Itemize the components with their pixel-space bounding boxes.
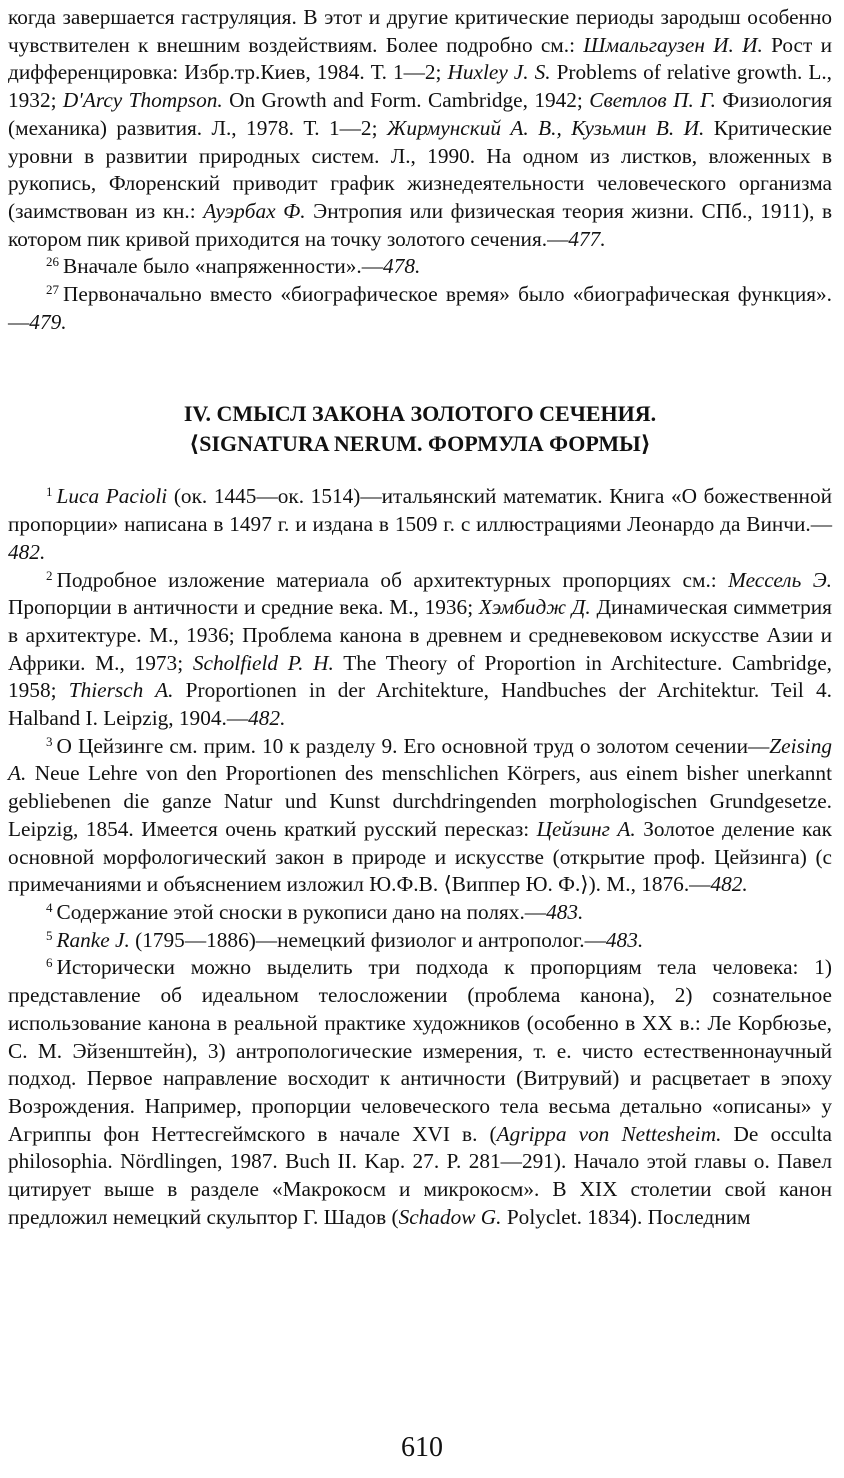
text-run: Исторически можно выделить три подхода к пропорциям тела человека: 1) представление об идеальном телосложении (проблема канона), 2) сознательное использование канона в реальной практике художников (особенно в XX в.: Ле Корбюзье, С. М. Эйзенштейн), 3) антропологические измерения, т. е. чисто естественнонаучный подход. Первое направление восходит к античности (Витрувий) и расцветает в эпоху Возрождения. Например, пропорции человеческого тела весьма детально «описаны» у Агриппы фон Неттесгеймского в начале XVI в. (: [8, 955, 832, 1146]
footnote-3: [8, 733, 832, 899]
text-run: Neue Lehre von den Proportionen des menschlichen Körpers, aus einem bisher unerkannt gebliebenen die ganze Natur und Kunst durchdringenden morphologischen Grundgesetze. Leipzig, 1854. Имеется очень краткий русский пересказ:: [8, 761, 832, 841]
italic-text-run: Ranke J.: [56, 927, 130, 952]
page-number: 610: [401, 1432, 443, 1463]
text-run: The Theory of Proportion in Architecture. Cambridge, 1958;: [8, 650, 832, 703]
footnote-27: [8, 281, 832, 336]
footnote-number: 6: [46, 955, 53, 971]
footnote-5: [8, 927, 832, 955]
footnote-4: [8, 899, 832, 927]
text-run: (ок. 1445—ок. 1514)—итальянский математик. Книга «О божественной пропорции» написана в 1497 г. и издана в 1509 г. с иллюстрациями Леонардо да Винчи.—: [8, 484, 832, 537]
footnote-number: 26: [46, 254, 59, 270]
italic-text-run: Agrippa von Nettesheim.: [496, 1121, 722, 1146]
italic-text-run: Мессель Э.: [728, 567, 832, 592]
italic-text-run: D'Arcy Thompson.: [62, 88, 223, 113]
text-run: De occulta philosophia. Nördlingen, 1987. Buch II. Kap. 27. P. 281—291). Начало этой главы о. Павел цитирует выше в разделе «Макрокосм и микрокосм». В XIX столетии свой канон предложил немецкий скульптор Г. Шадов (: [8, 1121, 832, 1229]
italic-text-run: Шмальгаузен И. И.: [583, 32, 763, 57]
footnote-number: 1: [46, 484, 53, 500]
italic-text-run: Хэмбидж Д.: [478, 595, 591, 620]
italic-text-run: Luca Pacioli: [56, 484, 168, 509]
italic-text-run: 482.: [248, 706, 286, 731]
footnote-2: [8, 567, 832, 733]
text-run: Подробное изложение материала об архитектурных пропорциях см.:: [56, 567, 729, 592]
text-run: Содержание этой сноски в рукописи дано на полях.—: [56, 899, 547, 924]
italic-text-run: Scholfield P. H.: [192, 650, 334, 675]
text-run: Polyclet. 1834). Последним: [501, 1204, 751, 1229]
footnote-number: 4: [46, 899, 53, 915]
italic-text-run: Zeising A.: [8, 733, 832, 786]
text-run: Proportionen in der Architekture, Handbuches der Architektur. Teil 4. Halband I. Leipzig, 1904.—: [8, 678, 832, 731]
italic-text-run: Жирмунский А. В., Кузьмин В. И.: [386, 115, 705, 140]
italic-text-run: Светлов П. Г.: [589, 88, 716, 113]
italic-text-run: Thiersch A.: [68, 678, 174, 703]
italic-text-run: 478.: [383, 254, 421, 279]
text-run: Золотое деление как основной морфологический закон в природе и искусстве (открытие проф. Цейзинга) (с примечаниями и объяснением изложил Ю.Ф.В. ⟨Виппер Ю. Ф.⟩). М., 1876.—: [8, 816, 832, 897]
text-run: когда завершается гаструляция. В этот и другие критические периоды зародыш особенно чувствителен к внешним воздействиям. Более подробно см.:: [8, 5, 832, 57]
text-run: Пропорции в античности и средние века. М., 1936;: [8, 595, 479, 620]
italic-text-run: 477.: [568, 226, 606, 251]
footnote-1: [8, 483, 832, 566]
footnote-6: [8, 954, 832, 1231]
footnote-number: 27: [46, 282, 59, 298]
footnote-number: 5: [46, 927, 53, 943]
text-run: Критические уровни в развитии природных систем. Л., 1990. На одном из листков, вложенных в рукопись, Флоренский приводит график жизнедеятельности человеческого организма (заимствован из кн.:: [8, 115, 833, 223]
footnote-continuation: [8, 4, 832, 253]
italic-text-run: Huxley J. S.: [447, 60, 551, 85]
text-run: Энтропия или физическая теория жизни. СПб., 1911), в котором пик кривой приходится на точку золотого сечения.—: [8, 198, 832, 251]
italic-text-run: 482.: [8, 539, 46, 564]
text-run: Физиология (механика) развития. Л., 1978. Т. 1—2;: [8, 88, 832, 140]
text-run: О Цейзинге см. прим. 10 к разделу 9. Его основной труд о золотом сечении—: [56, 733, 770, 758]
footnote-number: 2: [46, 567, 53, 583]
section-heading-line-1: IV. СМЫСЛ ЗАКОНА ЗОЛОТОГО СЕЧЕНИЯ.: [183, 401, 657, 427]
italic-text-run: Ауэрбах Ф.: [203, 198, 306, 223]
text-run: On Growth and Form. Cambridge, 1942;: [222, 88, 590, 113]
text-run: Динамическая симметрия в архитектуре. М., 1936; Проблема канона в древнем и средневековом искусстве Азии и Африки. М., 1973;: [8, 595, 832, 675]
italic-text-run: Цейзинг А.: [536, 816, 636, 841]
section-heading: [8, 399, 832, 459]
italic-text-run: 483.: [546, 899, 584, 924]
text-run: (1795—1886)—немецкий физиолог и антрополог.—: [129, 927, 606, 952]
italic-text-run: Schadow G.: [398, 1204, 502, 1229]
footnote-26: [8, 253, 832, 281]
section-heading-line-2: ⟨SIGNATURA NERUM. ФОРМУЛА ФОРМЫ⟩: [189, 431, 651, 457]
text-run: Вначале было «напряженности».—: [63, 254, 384, 279]
italic-text-run: 483.: [605, 927, 644, 952]
text-run: Рост и дифференцировка: Избр.тр.Киев, 1984. Т. 1—2;: [8, 32, 832, 85]
text-run: Problems of relative growth. L., 1932;: [8, 60, 833, 113]
text-run: Первоначально вместо «биографическое время» было «биографическая функция».—: [8, 282, 832, 334]
italic-text-run: 482.: [710, 872, 748, 897]
footnote-number: 3: [46, 733, 53, 749]
italic-text-run: 479.: [29, 309, 67, 334]
